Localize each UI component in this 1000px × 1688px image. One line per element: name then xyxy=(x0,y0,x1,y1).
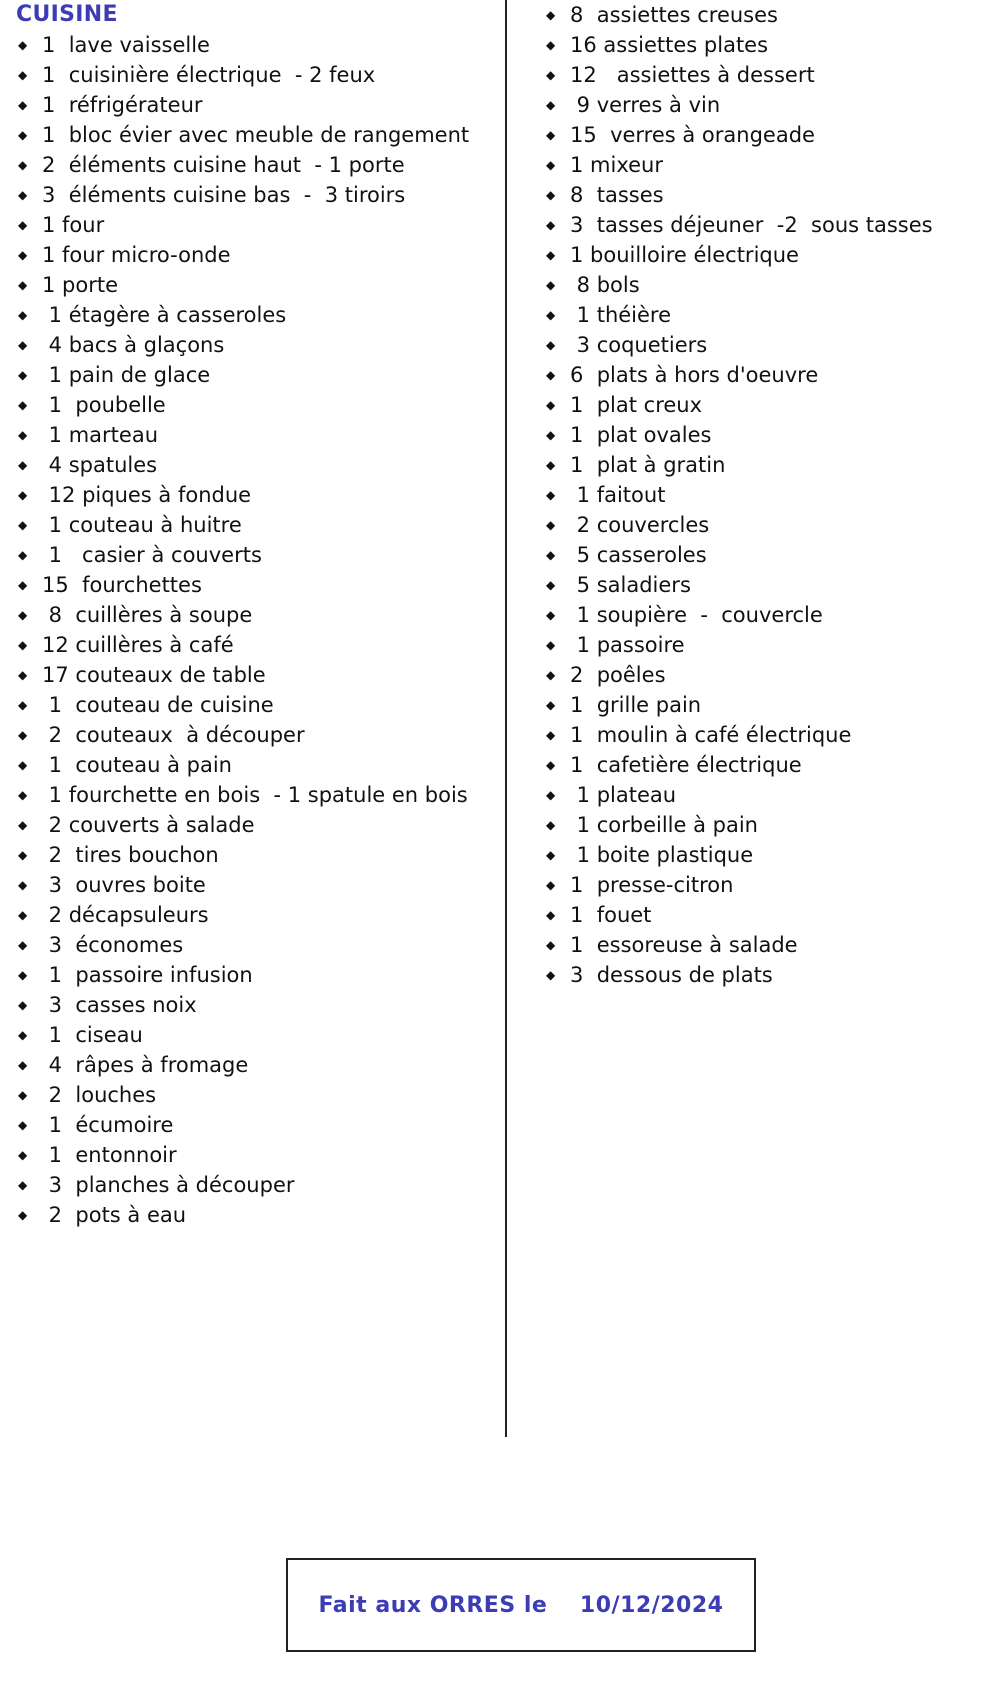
bullet-diamond-icon: ◆ xyxy=(546,188,556,202)
bullet-diamond-icon: ◆ xyxy=(546,68,556,82)
list-item xyxy=(16,810,496,840)
list-item xyxy=(544,450,994,480)
list-item-label: 2 poêles xyxy=(570,663,666,687)
left-column xyxy=(16,0,496,1230)
bullet-diamond-icon: ◆ xyxy=(18,308,28,322)
list-item xyxy=(544,870,994,900)
list-item-label: 2 couteaux à découper xyxy=(42,723,305,747)
bullet-diamond-icon: ◆ xyxy=(546,848,556,862)
bullet-diamond-icon: ◆ xyxy=(18,548,28,562)
list-item xyxy=(544,480,994,510)
list-item xyxy=(544,780,994,810)
bullet-diamond-icon: ◆ xyxy=(18,938,28,952)
bullet-diamond-icon: ◆ xyxy=(546,578,556,592)
bullet-diamond-icon: ◆ xyxy=(18,68,28,82)
list-item-label: 1 entonnoir xyxy=(42,1143,177,1167)
list-item-label: 2 éléments cuisine haut - 1 porte xyxy=(42,153,405,177)
bullet-diamond-icon: ◆ xyxy=(18,788,28,802)
list-item xyxy=(16,270,496,300)
list-item xyxy=(544,510,994,540)
list-item-label: 4 râpes à fromage xyxy=(42,1053,249,1077)
list-item-label: 2 couvercles xyxy=(570,513,710,537)
bullet-diamond-icon: ◆ xyxy=(546,248,556,262)
bullet-diamond-icon: ◆ xyxy=(18,1178,28,1192)
list-item-label: 1 marteau xyxy=(42,423,159,447)
list-item xyxy=(16,600,496,630)
list-item xyxy=(544,60,994,90)
list-item xyxy=(16,60,496,90)
list-item xyxy=(544,330,994,360)
list-item-label: 8 assiettes creuses xyxy=(570,3,778,27)
bullet-diamond-icon: ◆ xyxy=(18,878,28,892)
list-item xyxy=(16,1200,496,1230)
list-item xyxy=(16,690,496,720)
bullet-diamond-icon: ◆ xyxy=(18,128,28,142)
list-item-label: 1 cuisinière électrique - 2 feux xyxy=(42,63,376,87)
list-item-label: 1 soupière - couvercle xyxy=(570,603,823,627)
list-item-label: 1 plat creux xyxy=(570,393,703,417)
list-item xyxy=(544,390,994,420)
list-item-label: 1 boite plastique xyxy=(570,843,754,867)
bullet-diamond-icon: ◆ xyxy=(546,938,556,952)
bullet-diamond-icon: ◆ xyxy=(18,1148,28,1162)
list-item-label: 1 lave vaisselle xyxy=(42,33,210,57)
list-item xyxy=(16,720,496,750)
list-item xyxy=(16,510,496,540)
bullet-diamond-icon: ◆ xyxy=(546,338,556,352)
bullet-diamond-icon: ◆ xyxy=(546,788,556,802)
list-item xyxy=(16,1140,496,1170)
list-item-label: 3 coquetiers xyxy=(570,333,708,357)
list-item xyxy=(16,150,496,180)
list-item-label: 1 plat à gratin xyxy=(570,453,726,477)
list-item-label: 3 dessous de plats xyxy=(570,963,773,987)
list-item xyxy=(544,90,994,120)
list-item xyxy=(16,330,496,360)
bullet-diamond-icon: ◆ xyxy=(546,98,556,112)
list-item-label: 1 mixeur xyxy=(570,153,663,177)
list-item-label: 1 four xyxy=(42,213,105,237)
list-item-label: 8 tasses xyxy=(570,183,664,207)
list-item-label: 4 spatules xyxy=(42,453,158,477)
bullet-diamond-icon: ◆ xyxy=(18,398,28,412)
bullet-diamond-icon: ◆ xyxy=(18,758,28,772)
list-item xyxy=(16,390,496,420)
list-item-label: 1 poubelle xyxy=(42,393,166,417)
section-title: CUISINE xyxy=(16,2,118,27)
list-item-label: 1 bouilloire électrique xyxy=(570,243,799,267)
list-item xyxy=(16,300,496,330)
list-item xyxy=(544,210,994,240)
right-column xyxy=(544,0,994,990)
list-item xyxy=(544,900,994,930)
list-item-label: 17 couteaux de table xyxy=(42,663,266,687)
list-item-label: 1 grille pain xyxy=(570,693,702,717)
list-item-label: 1 écumoire xyxy=(42,1113,174,1137)
list-item-label: 3 économes xyxy=(42,933,184,957)
list-item-label: 1 bloc évier avec meuble de rangement xyxy=(42,123,470,147)
list-item-label: 3 planches à découper xyxy=(42,1173,295,1197)
bullet-diamond-icon: ◆ xyxy=(546,698,556,712)
list-item xyxy=(16,660,496,690)
bullet-diamond-icon: ◆ xyxy=(546,728,556,742)
list-item xyxy=(16,900,496,930)
list-item xyxy=(544,960,994,990)
bullet-diamond-icon: ◆ xyxy=(546,458,556,472)
bullet-diamond-icon: ◆ xyxy=(18,1208,28,1222)
list-item xyxy=(16,870,496,900)
list-item-label: 5 casseroles xyxy=(570,543,707,567)
list-item xyxy=(16,450,496,480)
bullet-diamond-icon: ◆ xyxy=(18,848,28,862)
list-item xyxy=(16,630,496,660)
list-item xyxy=(16,210,496,240)
list-item-label: 2 pots à eau xyxy=(42,1203,187,1227)
list-item xyxy=(544,240,994,270)
list-item-label: 1 porte xyxy=(42,273,119,297)
list-item xyxy=(16,480,496,510)
bullet-diamond-icon: ◆ xyxy=(546,968,556,982)
list-item xyxy=(544,540,994,570)
bullet-diamond-icon: ◆ xyxy=(546,38,556,52)
bullet-diamond-icon: ◆ xyxy=(18,638,28,652)
list-item-label: 1 couteau à huitre xyxy=(42,513,242,537)
list-item-label: 15 fourchettes xyxy=(42,573,202,597)
bullet-diamond-icon: ◆ xyxy=(546,668,556,682)
list-item-label: 1 passoire xyxy=(570,633,685,657)
list-item-label: 3 casses noix xyxy=(42,993,197,1017)
list-item-label: 2 couverts à salade xyxy=(42,813,255,837)
bullet-diamond-icon: ◆ xyxy=(546,758,556,772)
list-item xyxy=(544,360,994,390)
list-item xyxy=(544,150,994,180)
bullet-diamond-icon: ◆ xyxy=(18,518,28,532)
list-item xyxy=(544,570,994,600)
list-item-label: 1 passoire infusion xyxy=(42,963,253,987)
list-item-label: 2 décapsuleurs xyxy=(42,903,209,927)
list-item-label: 1 moulin à café électrique xyxy=(570,723,852,747)
list-item-label: 2 louches xyxy=(42,1083,157,1107)
list-item-label: 12 assiettes à dessert xyxy=(570,63,815,87)
list-item xyxy=(544,810,994,840)
list-item xyxy=(16,570,496,600)
list-item-label: 1 réfrigérateur xyxy=(42,93,203,117)
bullet-diamond-icon: ◆ xyxy=(546,548,556,562)
list-item-label: 1 plateau xyxy=(570,783,677,807)
list-item xyxy=(16,1020,496,1050)
list-item xyxy=(16,1050,496,1080)
bullet-diamond-icon: ◆ xyxy=(546,638,556,652)
list-item xyxy=(544,690,994,720)
list-item-label: 1 plat ovales xyxy=(570,423,712,447)
bullet-diamond-icon: ◆ xyxy=(546,908,556,922)
bullet-diamond-icon: ◆ xyxy=(546,8,556,22)
list-item xyxy=(544,630,994,660)
list-item-label: 1 four micro-onde xyxy=(42,243,231,267)
list-item xyxy=(544,600,994,630)
list-item-label: 4 bacs à glaçons xyxy=(42,333,225,357)
bullet-diamond-icon: ◆ xyxy=(18,908,28,922)
list-item xyxy=(16,1080,496,1110)
list-item-label: 1 ciseau xyxy=(42,1023,143,1047)
list-item-label: 1 corbeille à pain xyxy=(570,813,758,837)
list-item xyxy=(16,990,496,1020)
list-item-label: 1 presse-citron xyxy=(570,873,734,897)
list-item-label: 12 cuillères à café xyxy=(42,633,234,657)
bullet-diamond-icon: ◆ xyxy=(546,818,556,832)
list-item xyxy=(544,930,994,960)
list-item xyxy=(544,0,994,30)
list-item xyxy=(16,960,496,990)
bullet-diamond-icon: ◆ xyxy=(546,428,556,442)
list-item-label: 8 cuillères à soupe xyxy=(42,603,253,627)
list-item-label: 8 bols xyxy=(570,273,640,297)
footer-box xyxy=(286,1558,756,1652)
bullet-diamond-icon: ◆ xyxy=(18,188,28,202)
list-item-label: 5 saladiers xyxy=(570,573,691,597)
bullet-diamond-icon: ◆ xyxy=(546,518,556,532)
list-item xyxy=(16,750,496,780)
list-item xyxy=(16,240,496,270)
list-item-label: 3 éléments cuisine bas - 3 tiroirs xyxy=(42,183,406,207)
bullet-diamond-icon: ◆ xyxy=(546,608,556,622)
list-item-label: 1 faitout xyxy=(570,483,666,507)
bullet-diamond-icon: ◆ xyxy=(18,98,28,112)
list-item-label: 1 couteau de cuisine xyxy=(42,693,274,717)
list-item xyxy=(16,360,496,390)
list-item-label: 16 assiettes plates xyxy=(570,33,769,57)
list-item xyxy=(16,180,496,210)
bullet-diamond-icon: ◆ xyxy=(18,998,28,1012)
bullet-diamond-icon: ◆ xyxy=(546,158,556,172)
bullet-diamond-icon: ◆ xyxy=(18,1028,28,1042)
list-item xyxy=(544,660,994,690)
list-item xyxy=(16,30,496,60)
bullet-diamond-icon: ◆ xyxy=(18,158,28,172)
bullet-diamond-icon: ◆ xyxy=(546,368,556,382)
bullet-diamond-icon: ◆ xyxy=(18,728,28,742)
list-item xyxy=(544,750,994,780)
list-item-label: 1 théière xyxy=(570,303,672,327)
list-item xyxy=(16,120,496,150)
list-item xyxy=(544,120,994,150)
bullet-diamond-icon: ◆ xyxy=(18,458,28,472)
list-item-label: 12 piques à fondue xyxy=(42,483,252,507)
list-item xyxy=(16,90,496,120)
list-item-label: 1 couteau à pain xyxy=(42,753,232,777)
list-item xyxy=(544,270,994,300)
bullet-diamond-icon: ◆ xyxy=(18,818,28,832)
bullet-diamond-icon: ◆ xyxy=(546,488,556,502)
right-item-list xyxy=(544,0,994,990)
list-item xyxy=(544,720,994,750)
bullet-diamond-icon: ◆ xyxy=(18,248,28,262)
list-item-label: 1 pain de glace xyxy=(42,363,211,387)
list-item-label: 2 tires bouchon xyxy=(42,843,219,867)
list-item-label: 1 cafetière électrique xyxy=(570,753,802,777)
bullet-diamond-icon: ◆ xyxy=(18,578,28,592)
list-item xyxy=(544,180,994,210)
bullet-diamond-icon: ◆ xyxy=(18,698,28,712)
footer-text: Fait aux ORRES le 10/12/2024 xyxy=(318,1592,724,1618)
list-item-label: 3 ouvres boite xyxy=(42,873,206,897)
list-item-label: 1 fourchette en bois - 1 spatule en bois xyxy=(42,783,468,807)
list-item xyxy=(544,420,994,450)
bullet-diamond-icon: ◆ xyxy=(18,368,28,382)
left-item-list xyxy=(16,30,496,1230)
bullet-diamond-icon: ◆ xyxy=(546,278,556,292)
list-item xyxy=(16,930,496,960)
bullet-diamond-icon: ◆ xyxy=(18,968,28,982)
bullet-diamond-icon: ◆ xyxy=(18,338,28,352)
bullet-diamond-icon: ◆ xyxy=(546,398,556,412)
list-item xyxy=(16,780,496,810)
bullet-diamond-icon: ◆ xyxy=(18,278,28,292)
list-item-label: 9 verres à vin xyxy=(570,93,721,117)
bullet-diamond-icon: ◆ xyxy=(18,38,28,52)
list-item xyxy=(16,1170,496,1200)
list-item xyxy=(16,1110,496,1140)
bullet-diamond-icon: ◆ xyxy=(18,1118,28,1132)
list-item xyxy=(16,420,496,450)
bullet-diamond-icon: ◆ xyxy=(18,608,28,622)
list-item xyxy=(16,840,496,870)
bullet-diamond-icon: ◆ xyxy=(546,128,556,142)
bullet-diamond-icon: ◆ xyxy=(18,218,28,232)
bullet-diamond-icon: ◆ xyxy=(546,308,556,322)
list-item-label: 3 tasses déjeuner -2 sous tasses xyxy=(570,213,933,237)
bullet-diamond-icon: ◆ xyxy=(18,1088,28,1102)
list-item-label: 1 étagère à casseroles xyxy=(42,303,287,327)
bullet-diamond-icon: ◆ xyxy=(18,428,28,442)
list-item xyxy=(544,30,994,60)
list-item xyxy=(544,840,994,870)
list-item-label: 15 verres à orangeade xyxy=(570,123,815,147)
list-item xyxy=(16,540,496,570)
bullet-diamond-icon: ◆ xyxy=(18,668,28,682)
list-item-label: 1 casier à couverts xyxy=(42,543,262,567)
list-item xyxy=(544,300,994,330)
column-divider xyxy=(505,0,507,1437)
bullet-diamond-icon: ◆ xyxy=(546,878,556,892)
bullet-diamond-icon: ◆ xyxy=(546,218,556,232)
bullet-diamond-icon: ◆ xyxy=(18,1058,28,1072)
bullet-diamond-icon: ◆ xyxy=(18,488,28,502)
list-item-label: 1 essoreuse à salade xyxy=(570,933,798,957)
list-item-label: 6 plats à hors d'oeuvre xyxy=(570,363,819,387)
list-item-label: 1 fouet xyxy=(570,903,652,927)
